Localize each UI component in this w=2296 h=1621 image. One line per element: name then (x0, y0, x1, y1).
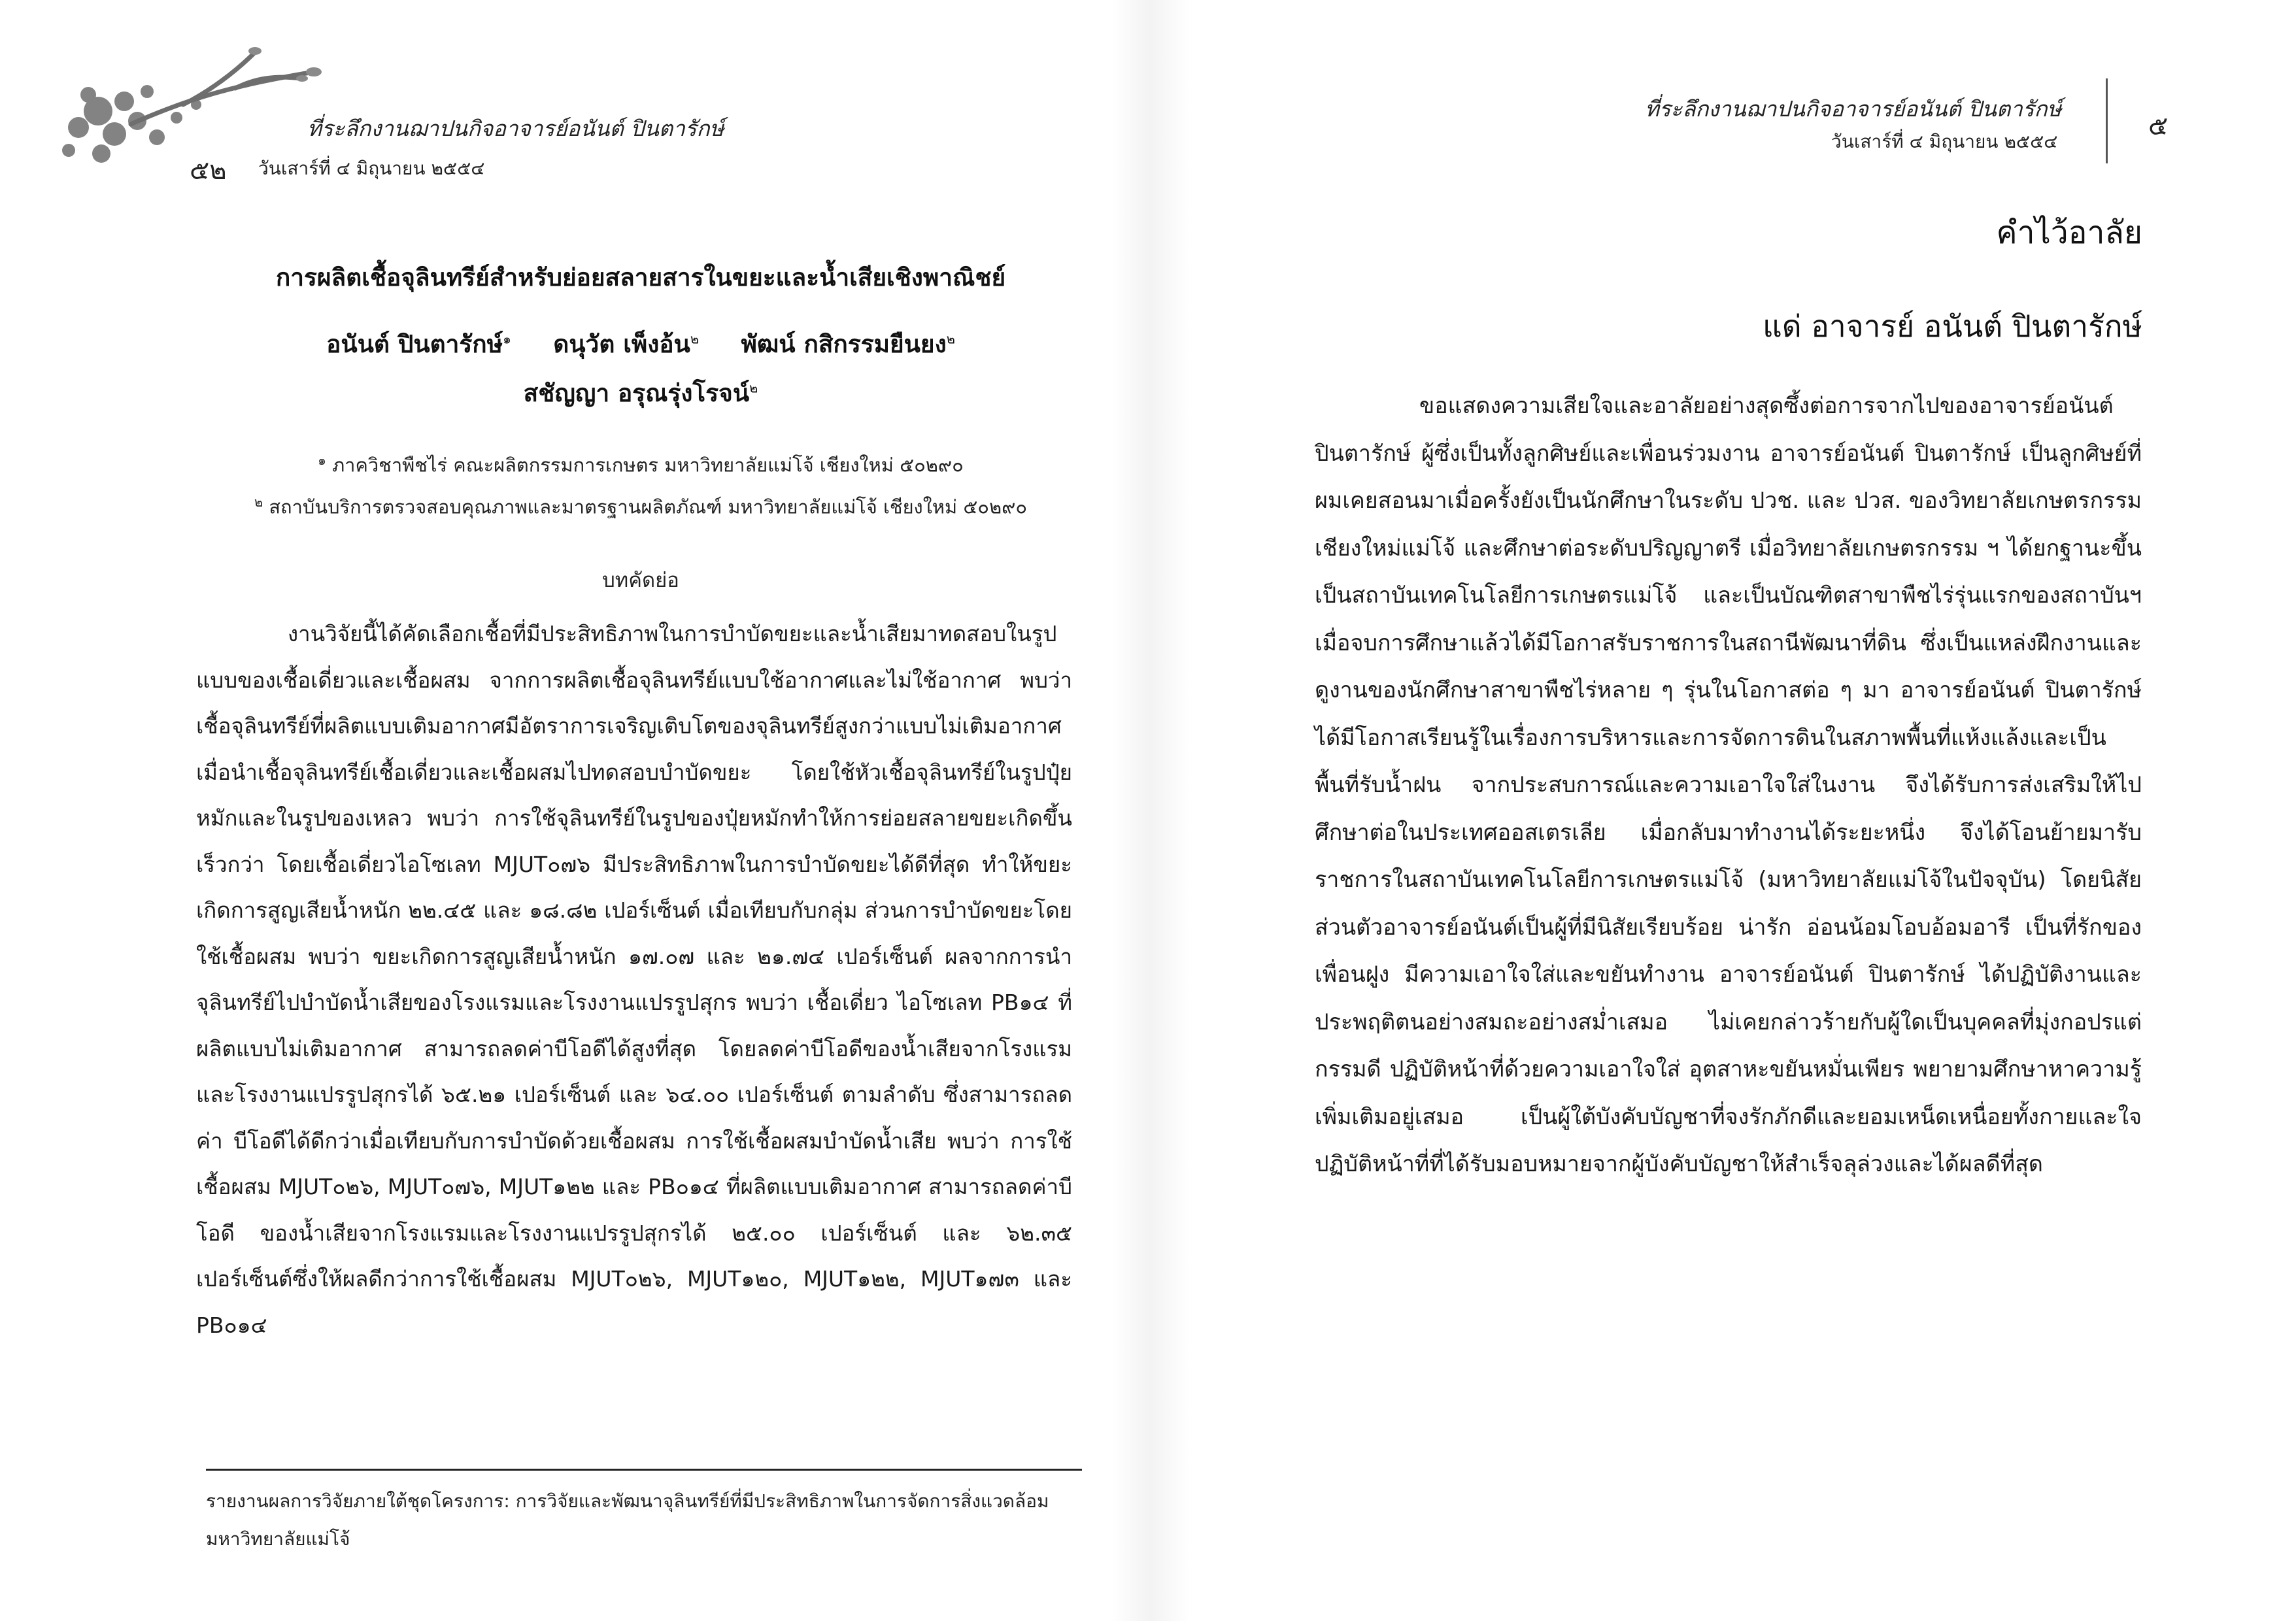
left-page-number: ๕๒ (190, 156, 227, 186)
affiliation-mark: ๑ (318, 452, 326, 468)
author-name: อนันต์ ปินตารักษ์ (326, 330, 503, 358)
footnote: รายงานผลการวิจัยภายใต้ชุดโครงการ: การวิจัยและพัฒนาจุลินทรีย์ที่มีประสิทธิภาพในการจัดการสิ่งแวดล้อม มหาวิทยาลัยแม่โจ้ (206, 1490, 1049, 1550)
author-affiliation-mark: ๒ (749, 380, 758, 396)
affiliation-mark: ๒ (254, 494, 263, 510)
condolence-subtitle: แด่ อาจารย์ อนันต์ ปินตารักษ์ (1763, 309, 2142, 344)
article-title: การผลิตเชื้อจุลินทรีย์สำหรับย่อยสลายสารในขยะและน้ำเสียเชิงพาณิชย์ (275, 263, 1006, 292)
right-header-title: ที่ระลึกงานฌาปนกิจอาจารย์อนันต์ ปินตารักษ์ (1645, 96, 2062, 122)
author-affiliation-mark: ๒ (690, 331, 700, 347)
left-header-date: วันเสาร์ที่ ๔ มิถุนายน ๒๕๕๔ (258, 158, 485, 179)
authors-line-1 (170, 325, 1111, 363)
author-name: ดนุวัต เพ็งอ้น (553, 330, 690, 358)
condolence-title: คำไว้อาลัย (1996, 214, 2142, 251)
right-header-date: วันเสาร์ที่ ๔ มิถุนายน ๒๕๕๔ (1831, 131, 2058, 152)
affiliation-text: ภาควิชาพืชไร่ คณะผลิตกรรมการเกษตร มหาวิทยาลัยแม่โจ้ เชียงใหม่ ๕๐๒๙๐ (332, 454, 964, 476)
condolence-paragraph: ขอแสดงความเสียใจและอาลัยอย่างสุดซึ้งต่อการจากไปของอาจารย์อนันต์ ปินตารักษ์ ผู้ซึ่งเป็นทั้งลูกศิษย์และเพื่อนร่วมงาน อาจารย์อนันต์ ปินตารักษ์ เป็นลูกศิษย์ที่ผมเคยสอนมาเมื่อครั้งยังเป็นนักศึกษาในระดับ ปวช. และ ปวส. ของวิทยาลัยเกษตรกรรมเชียงใหม่แม่โจ้ และศึกษาต่อระดับปริญญาตรี เมื่อวิทยาลัยเกษตรกรรม ฯ ได้ยกฐานะขึ้นเป็นสถาบันเทคโนโลยีการเกษตรแม่โจ้ และเป็นบัณฑิตสาขาพืชไร่รุ่นแรกของสถาบันฯ เมื่อจบการศึกษาแล้วได้มีโอกาสรับราชการในสถานีพัฒนาที่ดิน ซึ่งเป็นแหล่งฝึกงานและดูงานของนักศึกษาสาขาพืชไร่หลาย ๆ รุ่นในโอกาสต่อ ๆ มา อาจารย์อนันต์ ปินตารักษ์ ได้มีโอกาสเรียนรู้ในเรื่องการบริหารและการจัดการดินในสภาพพื้นที่แห้งแล้งและเป็นพื้นที่รับน้ำฝน จากประสบการณ์และความเอาใจใส่ในงาน จึงได้รับการส่งเสริมให้ไปศึกษาต่อในประเทศออสเตรเลีย เมื่อกลับมาทำงานได้ระยะหนึ่ง จึงได้โอนย้ายมารับราชการในสถาบันเทคโนโลยีการเกษตรแม่โจ้ (มหาวิทยาลัยแม่โจ้ในปัจจุบัน) โดยนิสัยส่วนตัวอาจารย์อนันต์เป็นผู้ที่มีนิสัยเรียบร้อย น่ารัก อ่อนน้อมโอบอ้อมอารี เป็นที่รักของเพื่อนฝูง มีความเอาใจใส่และขยันทำงาน อาจารย์อนันต์ ปินตารักษ์ ได้ปฏิบัติงานและประพฤติตนอย่างสมถะอย่างสม่ำเสมอ ไม่เคยกล่าวร้ายกับผู้ใดเป็นบุคคลที่มุ่งกอปรแต่กรรมดี ปฏิบัติหน้าที่ด้วยความเอาใจใส่ อุตสาหะขยันหมั่นเพียร พยายามศึกษาหาความรู้เพิ่มเติมอยู่เสมอ เป็นผู้ใต้บังคับบัญชาที่จงรักภักดีและยอมเหน็ดเหนื่อยทั้งกายและใจ ปฏิบัติหน้าที่ที่ได้รับมอบหมายจากผู้บังคับบัญชาให้สำเร็จลุล่วงและได้ผลดีที่สุด (1315, 393, 2142, 1177)
authors-line-2 (170, 374, 1111, 412)
left-header-title: ที่ระลึกงานฌาปนกิจอาจารย์อนันต์ ปินตารักษ์ (307, 116, 724, 141)
abstract-paragraph: งานวิจัยนี้ได้คัดเลือกเชื้อที่มีประสิทธิภาพในการบำบัดขยะและน้ำเสียมาทดสอบในรูปแบบของเชื้อเดี่ยวและเชื้อผสม จากการผลิตเชื้อจุลินทรีย์แบบใช้อากาศและไม่ใช้อากาศ พบว่าเชื้อจุลินทรีย์ที่ผลิตแบบเติมอากาศมีอัตราการเจริญเติบโตของจุลินทรีย์สูงกว่าแบบไม่เติมอากาศ เมื่อนำเชื้อจุลินทรีย์เชื้อเดี่ยวและเชื้อผสมไปทดสอบบำบัดขยะ โดยใช้หัวเชื้อจุลินทรีย์ในรูปปุ๋ยหมักและในรูปของเหลว พบว่า การใช้จุลินทรีย์ในรูปของปุ๋ยหมักทำให้การย่อยสลายขยะเกิดขึ้นเร็วกว่า โดยเชื้อเดี่ยวไอโซเลท MJUT๐๗๖ มีประสิทธิภาพในการบำบัดขยะได้ดีที่สุด ทำให้ขยะเกิดการสูญเสียน้ำหนัก ๒๒.๔๕ และ ๑๘.๘๒ เปอร์เซ็นต์ เมื่อเทียบกับกลุ่ม ส่วนการบำบัดขยะโดยใช้เชื้อผสม พบว่า ขยะเกิดการสูญเสียน้ำหนัก ๑๗.๐๗ และ ๒๑.๗๔ เปอร์เซ็นต์ ผลจากการนำจุลินทรีย์ไปบำบัดน้ำเสียของโรงแรมและโรงงานแปรรูปสุกร พบว่า เชื้อเดี่ยว ไอโซเลท PB๑๔ ที่ผลิตแบบไม่เติมอากาศ สามารถลดค่าบีโอดีได้สูงที่สุด โดยลดค่าบีโอดีของน้ำเสียจากโรงแรมและโรงงานแปรรูปสุกรได้ ๖๕.๒๑ เปอร์เซ็นต์ และ ๖๔.๐๐ เปอร์เซ็นต์ ตามลำดับ ซึ่งสามารถลดค่า บีโอดีได้ดีกว่าเมื่อเทียบกับการบำบัดด้วยเชื้อผสม การใช้เชื้อผสมบำบัดน้ำเสีย พบว่า การใช้เชื้อผสม MJUT๐๒๖, MJUT๐๗๖, MJUT๑๒๒ และ PB๐๑๔ ที่ผลิตแบบเติมอากาศ สามารถลดค่าบีโอดี ของน้ำเสียจากโรงแรมและโรงงานแปรรูปสุกรได้ ๒๕.๐๐ เปอร์เซ็นต์ และ ๖๒.๓๕ เปอร์เซ็นต์ซึ่งให้ผลดีกว่าการใช้เชื้อผสม MJUT๐๒๖, MJUT๑๒๐, MJUT๑๒๒, MJUT๑๗๓ และ PB๐๑๔ (196, 621, 1072, 1338)
condolence-body (1315, 382, 2142, 1188)
right-page-number: ๕ (2148, 111, 2169, 141)
abstract-body (196, 611, 1072, 1348)
header-divider (2106, 78, 2108, 163)
affiliation-2 (150, 492, 1131, 522)
footnote-divider (206, 1469, 1082, 1471)
author-affiliation-mark: ๒ (946, 331, 955, 347)
author-name: สชัญญา อรุณรุ่งโรจน์ (523, 379, 750, 407)
affiliation-text: สถาบันบริการตรวจสอบคุณภาพและมาตรฐานผลิตภัณฑ์ มหาวิทยาลัยแม่โจ้ เชียงใหม่ ๕๐๒๙๐ (269, 495, 1028, 518)
abstract-heading: บทคัดย่อ (602, 569, 679, 592)
affiliation-1 (150, 450, 1131, 480)
right-page (1148, 0, 2296, 1621)
author-name: พัฒน์ กสิกรรมยืนยง (741, 330, 947, 358)
author-affiliation-mark: ๑ (503, 331, 511, 347)
